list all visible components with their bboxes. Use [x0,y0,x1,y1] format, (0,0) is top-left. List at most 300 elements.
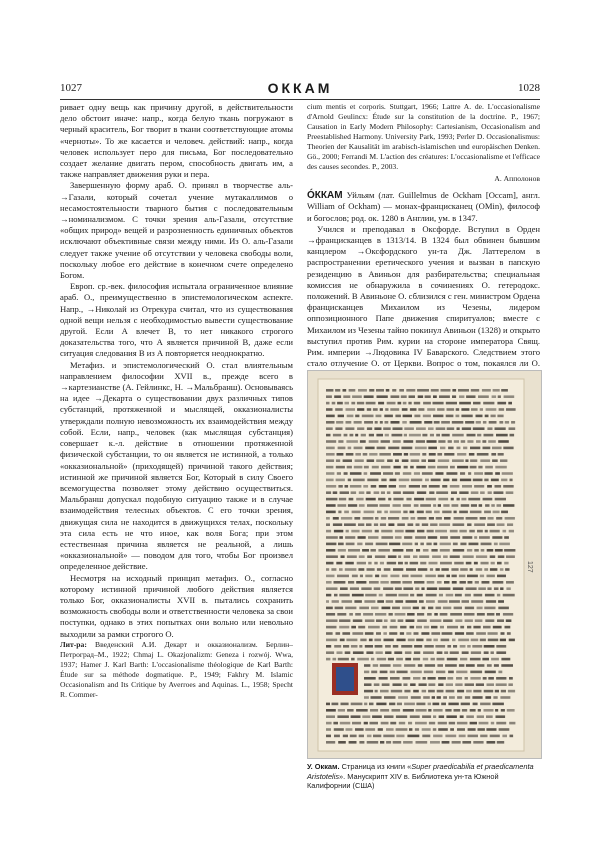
script-word [433,415,443,418]
script-word [459,491,468,494]
script-word [433,504,436,507]
script-word [493,511,500,514]
script-word [351,491,357,494]
script-word [436,517,442,520]
script-word [446,402,457,405]
script-word [367,504,378,507]
script-word [471,408,478,411]
script-word [467,575,478,578]
script-word [468,735,479,738]
script-word [375,690,378,693]
script-word [416,703,425,706]
script-word [393,440,401,443]
script-word [435,530,447,533]
script-word [403,472,412,475]
script-word [364,671,369,674]
script-word [460,645,466,648]
script-word [456,415,460,418]
script-word [452,479,457,482]
script-word [440,549,450,552]
script-word [411,479,422,482]
script-word [470,466,477,469]
script-word [364,472,368,475]
script-word [476,555,487,558]
script-word [433,709,442,712]
script-word [447,626,458,629]
running-header [60,80,540,98]
script-word [497,504,502,507]
script-word [395,530,404,533]
script-word [326,594,331,597]
script-word [326,415,335,418]
script-word [452,421,464,424]
script-word [395,600,403,603]
script-word [404,466,408,469]
script-word [466,715,474,718]
script-word [354,466,363,469]
script-word [343,459,352,462]
script-word [333,658,337,661]
script-word [380,421,383,424]
script-word [443,696,447,699]
script-word [504,395,515,398]
script-word [392,607,400,610]
script-word [465,607,474,610]
script-word [431,626,438,629]
script-word [452,504,459,507]
script-word [381,722,389,725]
script-word [450,613,462,616]
script-word [496,613,500,616]
script-word [491,651,494,654]
script-word [431,549,437,552]
entry-headword: ÓККАМ [307,190,343,202]
paragraph: Метафиз. и эпистемологический О. стал влиятельным направлением философии XVII в., прежде всего в →картезианстве (А. Гейлинкс, Н. →Мальбранш). Основываясь на идее →Декарта о существовании двух различных типов субстанций, протяженной и мыслящей, окказионалисты утверждали полную невозможность их взаимодействия между собой. Если, напр., человек (как мыслящая субстанция) совершает к.-л. действие в отношении протяженной физической субстанции, то он является не истинной, а только «окказиональной» (приходящей) причиной такого действия; истинной же причиной является Бог, Который в силу Своего всемогущества позволяет этому действию осуществиться. Мальбранш допускал подобную ситуацию также и в случае взаимодействия телесных объектов. С его точки зрения, движущая сила не находится в движущихся телах, поскольку эта сила есть не что иное, как воля Бога; при этом естественная причина является не реальной, а лишь «окказиональной» — поводом для того, чтобы Бог произвел определенное действие. [60,359,293,572]
script-word [443,607,451,610]
script-word [463,555,474,558]
script-word [509,427,516,430]
script-word [359,607,369,610]
script-word [505,568,509,571]
script-word [380,690,389,693]
script-word [326,523,330,526]
script-word [369,440,379,443]
script-word [420,504,431,507]
script-word [406,632,411,635]
script-word [482,658,489,661]
script-word [437,664,443,667]
script-word [440,613,448,616]
script-word [368,626,380,629]
script-word [492,703,504,706]
script-word [374,491,380,494]
script-word [478,395,489,398]
script-word [456,671,467,674]
script-word [422,434,427,437]
script-word [348,447,352,450]
script-word [361,587,371,590]
script-word [504,549,515,552]
script-word [451,498,454,501]
script-word [402,581,412,584]
script-word [440,562,452,565]
script-word [411,696,421,699]
script-word [422,728,431,731]
script-word [350,735,357,738]
script-word [390,408,399,411]
script-word [491,562,495,565]
script-word [383,587,393,590]
script-word [468,581,473,584]
script-word [434,543,438,546]
script-word [376,389,384,392]
script-word [485,472,493,475]
script-word [461,504,470,507]
script-word [381,440,390,443]
script-word [403,415,412,418]
script-word [433,639,438,642]
script-word [485,530,488,533]
script-word [338,543,344,546]
script-word [348,479,351,482]
script-word [397,639,406,642]
script-word [465,594,471,597]
paragraph: Несмотря на исходный принцип метафиз. О., согласно которому истинной причиной любого действия является только Бог, окказионалисты XVII в. пытались сохранить возможность свободы воли и ответственности человека за свои поступки, однако в этих попытках они вольно или невольно выходили за рамки строгого О. [60,572,293,639]
script-word [369,453,377,456]
script-word [430,619,442,622]
script-word [480,703,491,706]
script-word [336,459,340,462]
script-word [467,549,472,552]
script-word [390,575,399,578]
script-word [483,498,493,501]
script-word [488,632,498,635]
script-word [497,562,502,565]
script-word [484,607,495,610]
script-word [446,715,457,718]
script-word [429,453,436,456]
script-word [403,683,407,686]
script-word [431,632,440,635]
script-word [495,709,498,712]
script-word [454,562,464,565]
script-word [428,683,435,686]
script-word [437,581,442,584]
script-word [503,485,514,488]
script-word [384,715,394,718]
script-word [430,523,437,526]
script-word [375,555,386,558]
script-word [339,498,346,501]
script-word [402,421,407,424]
script-word [488,639,498,642]
script-word [460,479,471,482]
script-word [454,517,464,520]
script-word [439,715,445,718]
script-word [495,690,499,693]
script-word [457,728,465,731]
script-word [474,472,483,475]
script-word [443,479,449,482]
script-word [460,658,467,661]
script-word [326,587,338,590]
script-word [452,395,456,398]
script-word [352,575,358,578]
script-word [334,735,340,738]
script-word [406,498,411,501]
script-word [457,696,462,699]
script-word [337,504,346,507]
script-word [386,600,393,603]
script-word [401,395,407,398]
script-word [450,536,460,539]
script-word [387,491,391,494]
script-word [385,408,388,411]
script-word [346,421,352,424]
script-word [499,421,503,424]
script-word [340,491,349,494]
script-word [338,511,341,514]
script-word [439,587,451,590]
script-word [499,543,510,546]
script-word [473,690,481,693]
script-word [355,728,364,731]
script-word [410,421,422,424]
script-word [410,453,420,456]
script-word [416,440,425,443]
script-word [341,517,352,520]
script-word [498,440,509,443]
script-word [326,440,336,443]
script-word [468,472,471,475]
script-word [392,709,401,712]
script-word [374,683,380,686]
script-word [346,440,358,443]
script-word [433,402,444,405]
script-word [363,485,368,488]
script-word [408,402,411,405]
script-word [427,587,437,590]
script-word [410,511,415,514]
script-word [367,459,375,462]
script-word [406,549,413,552]
script-word [466,690,472,693]
script-word [359,555,365,558]
script-word [498,607,509,610]
script-word [455,632,464,635]
script-word [326,511,336,514]
script-word [381,575,387,578]
script-word [416,626,422,629]
script-word [332,703,339,706]
script-word [497,523,505,526]
script-word [403,402,407,405]
script-word [339,619,350,622]
script-word [510,434,515,437]
script-word [460,568,468,571]
script-word [443,619,453,622]
script-word [351,530,359,533]
script-word [357,658,369,661]
script-word [404,664,415,667]
script-word [408,523,414,526]
script-word [484,434,494,437]
script-word [484,511,491,514]
script-word [429,562,438,565]
script-word [447,427,455,430]
script-word [452,741,461,744]
script-word [440,536,448,539]
script-word [410,562,419,565]
script-word [472,696,482,699]
script-word [326,600,329,603]
script-word [367,735,372,738]
script-word [333,523,342,526]
script-word [391,395,400,398]
script-word [470,658,481,661]
script-word [444,651,448,654]
script-word [490,568,498,571]
script-word [471,651,481,654]
script-word [410,683,416,686]
script-word [445,664,457,667]
script-word [487,587,491,590]
script-word [477,453,489,456]
script-word [326,735,331,738]
script-word [384,415,393,418]
script-word [334,395,341,398]
script-word [334,594,338,597]
script-word [326,703,330,706]
script-word [479,722,489,725]
script-word [343,645,349,648]
script-word [418,408,424,411]
script-word [408,722,412,725]
script-word [371,607,379,610]
script-word [422,690,427,693]
script-word [403,677,411,680]
script-word [485,415,489,418]
script-word [374,523,378,526]
script-word [341,555,345,558]
script-word [346,639,357,642]
script-word [382,683,390,686]
script-word [380,523,386,526]
script-word [488,440,496,443]
script-word [415,543,418,546]
script-word [341,703,349,706]
script-word [481,549,485,552]
script-word [333,491,338,494]
script-word [491,504,495,507]
script-word [380,408,383,411]
script-word [476,632,486,635]
script-word [326,575,335,578]
script-word [333,517,339,520]
script-word [357,408,364,411]
script-word [510,735,514,738]
script-word [414,504,419,507]
script-word [384,639,394,642]
script-word [359,645,362,648]
script-word [375,575,379,578]
script-word [379,504,390,507]
script-word [339,626,349,629]
script-word [426,543,431,546]
script-word [477,715,484,718]
script-word [398,562,403,565]
script-word [365,619,375,622]
script-word [366,402,376,405]
script-word [360,639,366,642]
script-word [445,735,456,738]
script-word [338,447,346,450]
script-word [466,517,478,520]
script-word [381,479,386,482]
script-word [455,683,462,686]
script-word [326,498,337,501]
script-word [474,485,484,488]
script-word [397,523,405,526]
script-word [466,395,475,398]
script-word [467,626,471,629]
script-word [339,594,349,597]
script-word [491,479,499,482]
script-word [428,447,437,450]
script-word [379,485,387,488]
script-word [391,581,401,584]
script-word [465,683,474,686]
script-word [364,395,374,398]
script-word [413,607,419,610]
script-word [334,728,344,731]
script-word [442,632,453,635]
script-word [442,511,451,514]
script-word [423,651,434,654]
script-word [476,568,483,571]
script-word [346,453,354,456]
script-word [406,600,418,603]
script-word [337,651,343,654]
script-word [509,530,514,533]
script-word [471,504,477,507]
script-word [496,645,506,648]
left-column [60,102,293,822]
script-word [338,741,346,744]
script-word [438,504,441,507]
script-word [503,594,515,597]
script-word [439,395,450,398]
script-word [356,498,363,501]
script-word [339,536,343,539]
script-word [432,696,435,699]
script-word [480,459,490,462]
script-word [494,543,498,546]
script-word [485,696,491,699]
script-word [389,613,393,616]
caption-book-title: Super praedicabilia et praedicamenta Aristotelis [307,762,534,781]
script-word [461,440,466,443]
script-word [326,543,336,546]
script-word [419,555,429,558]
script-word [403,709,414,712]
script-word [441,568,448,571]
script-word [438,498,448,501]
script-word [391,690,402,693]
script-word [430,741,440,744]
script-word [349,498,354,501]
script-word [350,587,359,590]
